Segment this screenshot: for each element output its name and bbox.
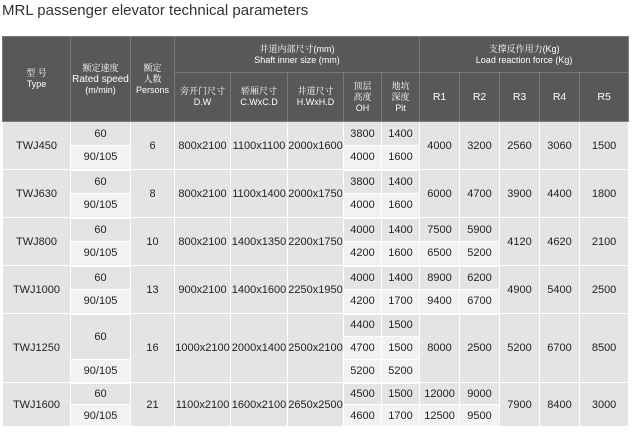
overhead-cell: 4400 — [344, 314, 382, 337]
speed-cell: 90/105 — [71, 194, 131, 218]
door-size-cell: 800x2100 — [175, 122, 231, 170]
r5-cell: 3000 — [580, 383, 629, 427]
overhead-cell: 4000 — [344, 266, 382, 290]
speed-cell: 60 — [71, 314, 131, 360]
type-cell: TWJ1000 — [3, 266, 71, 314]
type-cell: TWJ450 — [3, 122, 71, 170]
type-header: 型 号 Type — [3, 37, 71, 122]
type-cell: TWJ630 — [3, 170, 71, 218]
pit-cell: 1700 — [382, 290, 420, 314]
overhead-cell: 4200 — [344, 242, 382, 266]
persons-cell: 21 — [131, 383, 175, 427]
pit-cell: 1500 — [382, 337, 420, 360]
speed-cell: 60 — [71, 383, 131, 405]
r4-header: R4 — [540, 73, 580, 122]
type-cell: TWJ1250 — [3, 314, 71, 383]
persons-header: 额定 人数 Persons — [131, 37, 175, 122]
r4-cell: 8400 — [540, 383, 580, 427]
r2-header: R2 — [460, 73, 500, 122]
persons-cell: 16 — [131, 314, 175, 383]
page-title: MRL passenger elevator technical parameters — [2, 2, 309, 19]
pit-cell: 1400 — [382, 266, 420, 290]
pit-cell: 1400 — [382, 218, 420, 242]
r2-cell: 2500 — [460, 314, 500, 383]
overhead-cell: 4000 — [344, 146, 382, 170]
speed-cell: 90/105 — [71, 405, 131, 427]
elevator-parameters-table — [2, 36, 629, 427]
r2-cell: 4700 — [460, 170, 500, 218]
persons-cell: 10 — [131, 218, 175, 266]
door-size-cell: 800x2100 — [175, 218, 231, 266]
type-cell: TWJ1600 — [3, 383, 71, 427]
hoistway-size-cell: 2000x1600 — [288, 122, 344, 170]
overhead-cell: 4200 — [344, 290, 382, 314]
r3-cell: 7900 — [500, 383, 540, 427]
pit-cell: 5200 — [382, 360, 420, 383]
r3-header: R3 — [500, 73, 540, 122]
car-size-cell: 1400x1350 — [231, 218, 288, 266]
r4-cell: 4400 — [540, 170, 580, 218]
r3-cell: 3900 — [500, 170, 540, 218]
r1-cell: 8000 — [420, 314, 460, 383]
r1-header: R1 — [420, 73, 460, 122]
overhead-cell: 4000 — [344, 194, 382, 218]
r1-cell: 4000 — [420, 122, 460, 170]
r2-cell: 9000 — [460, 383, 500, 405]
pit-cell: 1500 — [382, 314, 420, 337]
type-cell: TWJ800 — [3, 218, 71, 266]
overhead-cell: 3800 — [344, 170, 382, 194]
hoistway-size-cell: 2650x2500 — [288, 383, 344, 427]
r1-cell: 9400 — [420, 290, 460, 314]
overhead-cell: 5200 — [344, 360, 382, 383]
r2-cell: 5200 — [460, 242, 500, 266]
overhead-header: 顶层 高度 OH — [344, 73, 382, 122]
hoistway-size-header: 井道尺寸 H.WxH.D — [288, 73, 344, 122]
pit-cell: 1400 — [382, 170, 420, 194]
car-size-cell: 1400x1600 — [231, 266, 288, 314]
car-size-header: 轿厢尺寸 C.WxC.D — [231, 73, 288, 122]
r4-cell: 5400 — [540, 266, 580, 314]
speed-cell: 90/105 — [71, 146, 131, 170]
r3-cell: 4120 — [500, 218, 540, 266]
overhead-cell: 3800 — [344, 122, 382, 146]
pit-cell: 1500 — [382, 383, 420, 405]
r2-cell: 6700 — [460, 290, 500, 314]
door-size-header: 旁开门尺寸 D.W — [175, 73, 231, 122]
overhead-cell: 4700 — [344, 337, 382, 360]
persons-cell: 13 — [131, 266, 175, 314]
speed-cell: 90/105 — [71, 360, 131, 383]
door-size-cell: 800x2100 — [175, 170, 231, 218]
r4-cell: 6700 — [540, 314, 580, 383]
r2-cell: 5900 — [460, 218, 500, 242]
table-header — [3, 37, 629, 122]
pit-cell: 1400 — [382, 122, 420, 146]
pit-header: 地坑 深度 Pit — [382, 73, 420, 122]
r5-cell: 2500 — [580, 266, 629, 314]
load-reaction-header: 支撑反作用力(Kg) Load reaction force (Kg) — [420, 37, 629, 73]
pit-cell: 1700 — [382, 405, 420, 427]
table-row — [3, 170, 629, 194]
overhead-cell: 4500 — [344, 383, 382, 405]
door-size-cell: 1100x2100 — [175, 383, 231, 427]
persons-cell: 8 — [131, 170, 175, 218]
shaft-size-header: 井道内部尺寸(mm) Shaft inner size (mm) — [175, 37, 420, 73]
r2-cell: 9500 — [460, 405, 500, 427]
table-body — [3, 122, 629, 427]
hoistway-size-cell: 2500x2100 — [288, 314, 344, 383]
r1-cell: 12500 — [420, 405, 460, 427]
r3-cell: 4900 — [500, 266, 540, 314]
speed-cell: 60 — [71, 218, 131, 242]
speed-cell: 60 — [71, 170, 131, 194]
r1-cell: 8900 — [420, 266, 460, 290]
table-row — [3, 383, 629, 405]
speed-cell: 60 — [71, 266, 131, 290]
car-size-cell: 2000x1400 — [231, 314, 288, 383]
r4-cell: 4620 — [540, 218, 580, 266]
persons-cell: 6 — [131, 122, 175, 170]
table-row — [3, 218, 629, 242]
car-size-cell: 1100x1400 — [231, 170, 288, 218]
r4-cell: 3060 — [540, 122, 580, 170]
speed-header: 额定速度 Rated speed (m/min) — [71, 37, 131, 122]
r2-cell: 6200 — [460, 266, 500, 290]
r1-cell: 6000 — [420, 170, 460, 218]
overhead-cell: 4000 — [344, 218, 382, 242]
table-row — [3, 314, 629, 337]
r5-cell: 2100 — [580, 218, 629, 266]
r5-cell: 1800 — [580, 170, 629, 218]
pit-cell: 1600 — [382, 146, 420, 170]
r1-cell: 6500 — [420, 242, 460, 266]
speed-cell: 60 — [71, 122, 131, 146]
car-size-cell: 1100x1100 — [231, 122, 288, 170]
r5-header: R5 — [580, 73, 629, 122]
table-row — [3, 266, 629, 290]
r3-cell: 5200 — [500, 314, 540, 383]
door-size-cell: 1000x2100 — [175, 314, 231, 383]
hoistway-size-cell: 2250x1950 — [288, 266, 344, 314]
hoistway-size-cell: 2000x1750 — [288, 170, 344, 218]
car-size-cell: 1600x2100 — [231, 383, 288, 427]
speed-cell: 90/105 — [71, 290, 131, 314]
r5-cell: 8500 — [580, 314, 629, 383]
speed-cell: 90/105 — [71, 242, 131, 266]
r1-cell: 7500 — [420, 218, 460, 242]
pit-cell: 1600 — [382, 194, 420, 218]
pit-cell: 1600 — [382, 242, 420, 266]
r3-cell: 2560 — [500, 122, 540, 170]
overhead-cell: 4600 — [344, 405, 382, 427]
table-row — [3, 122, 629, 146]
door-size-cell: 900x2100 — [175, 266, 231, 314]
r2-cell: 3200 — [460, 122, 500, 170]
r1-cell: 12000 — [420, 383, 460, 405]
r5-cell: 1500 — [580, 122, 629, 170]
hoistway-size-cell: 2200x1750 — [288, 218, 344, 266]
